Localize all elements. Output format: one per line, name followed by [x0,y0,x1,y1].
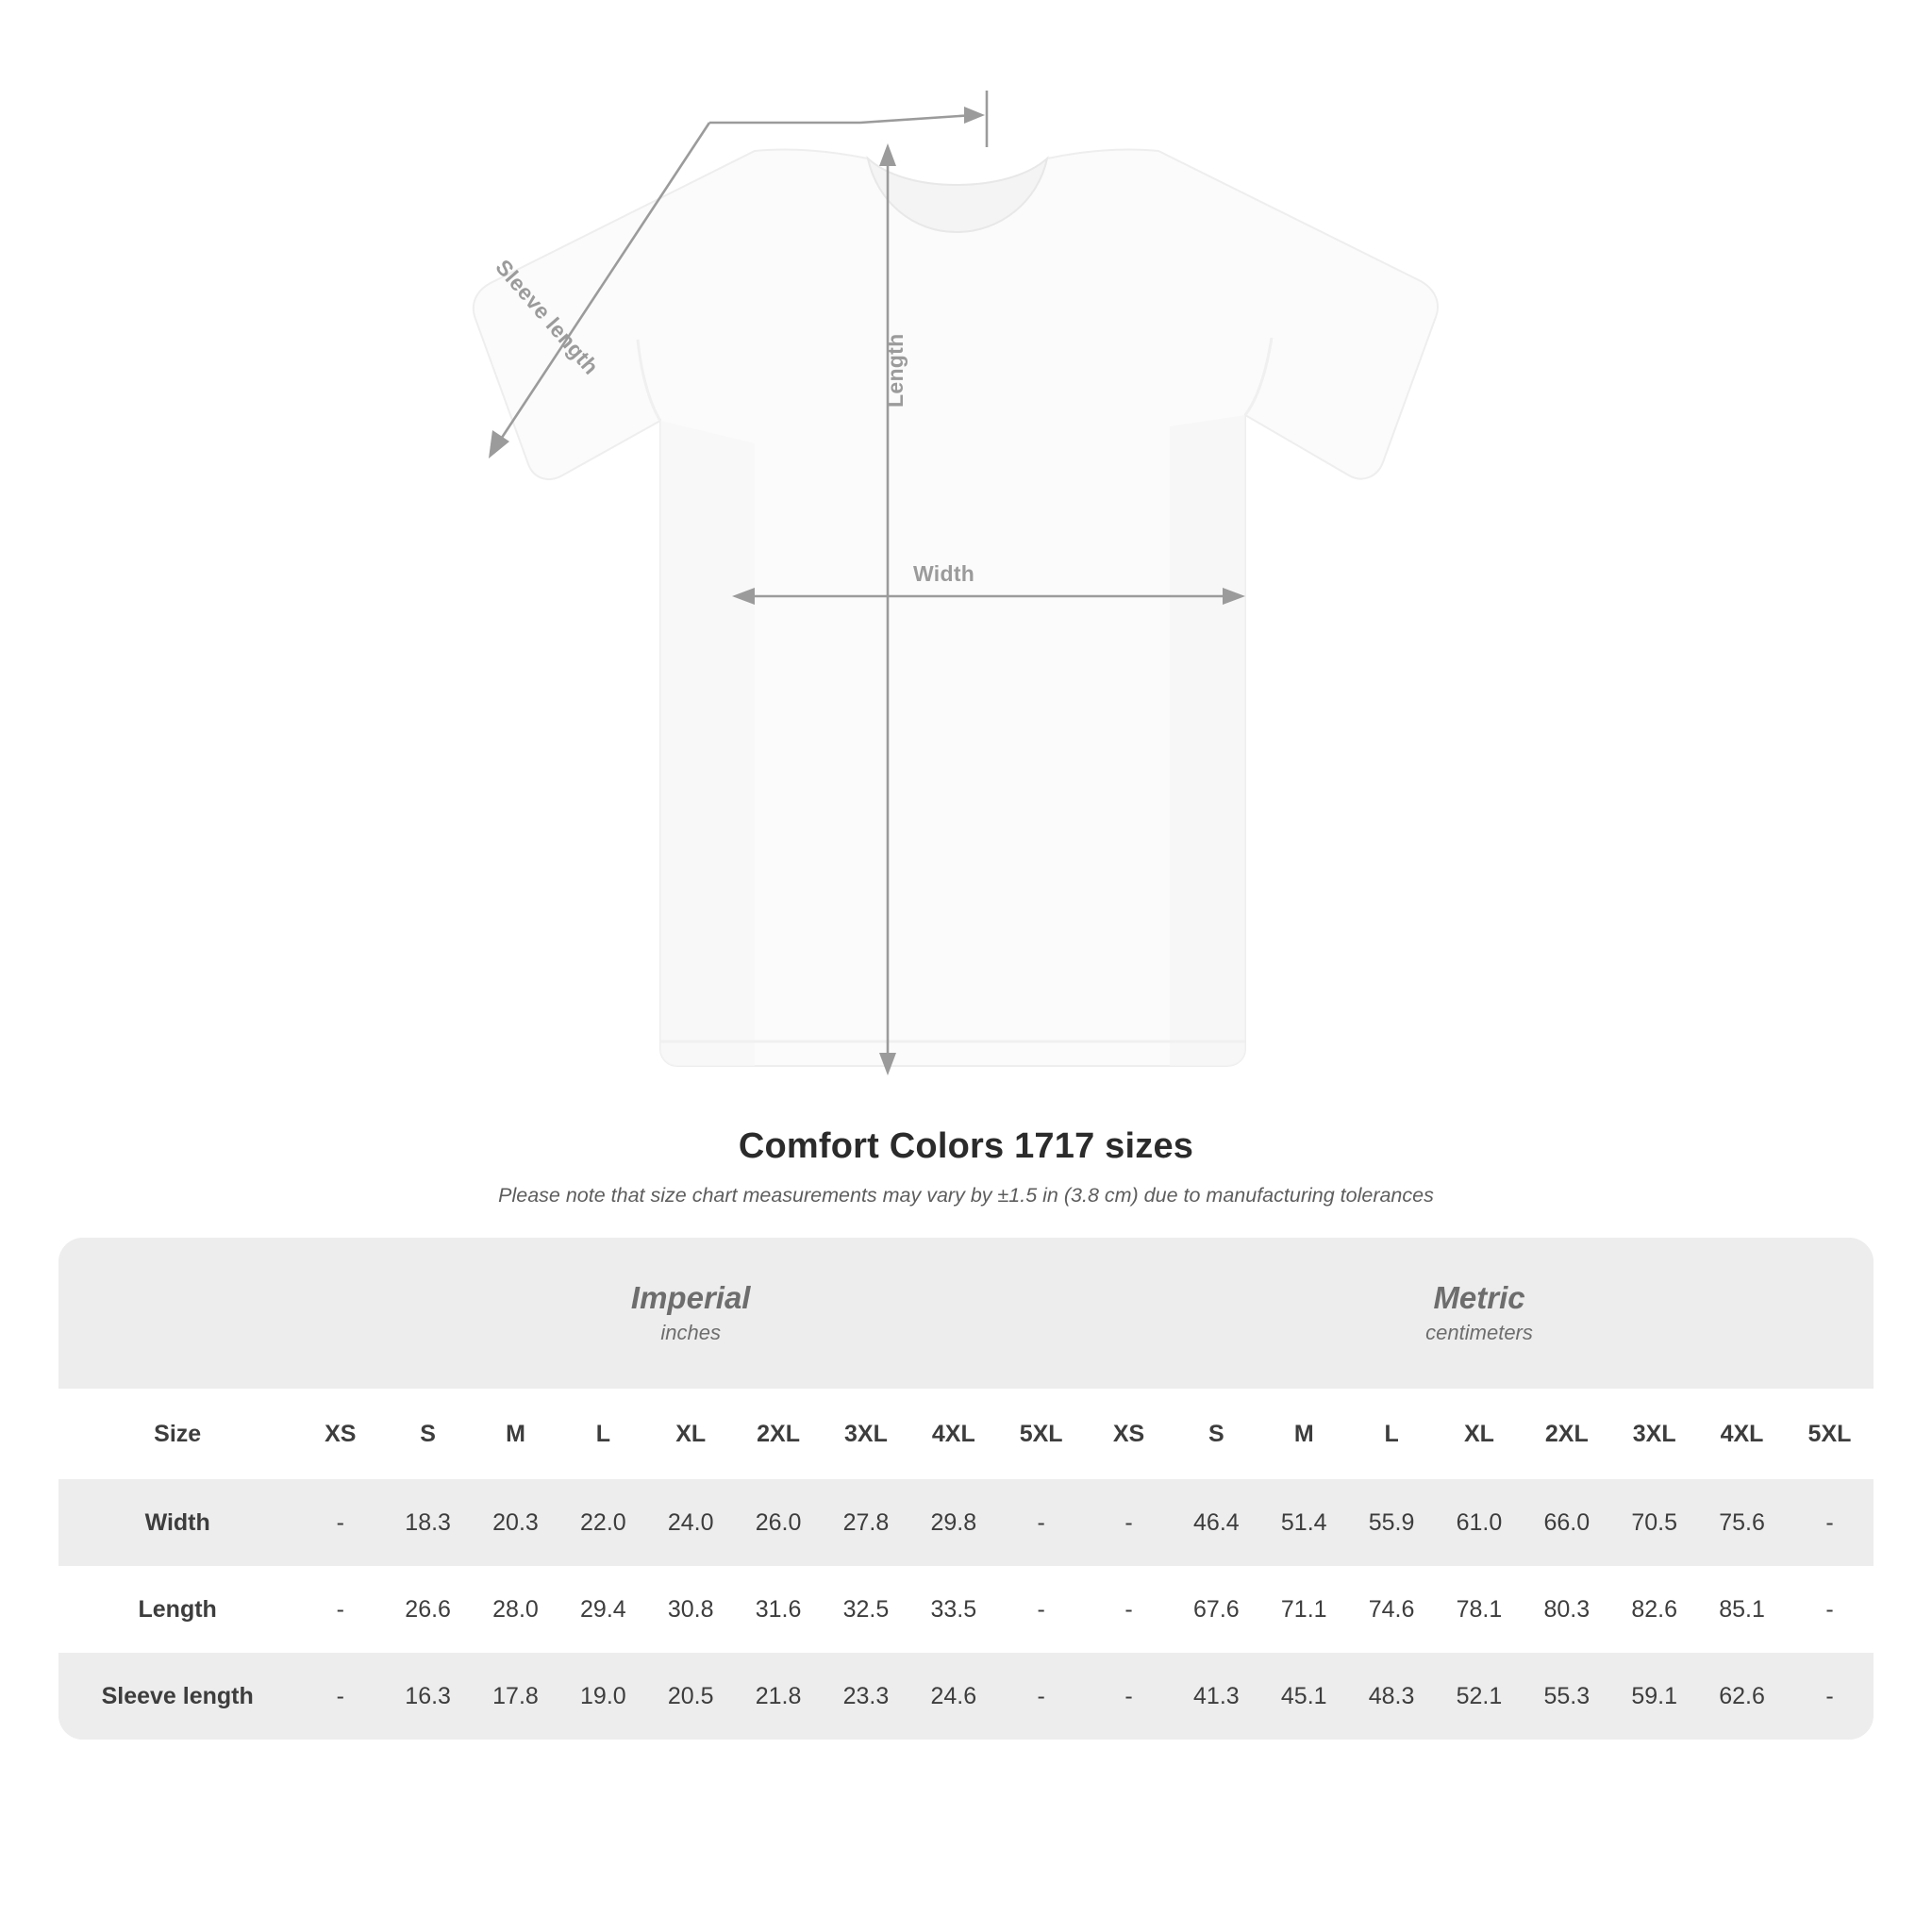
size-header-imperial-xl: XL [647,1389,735,1479]
size-header-metric-l: L [1348,1389,1436,1479]
size-header-metric-xs: XS [1085,1389,1173,1479]
cell-sleeve-metric-3xl: 59.1 [1610,1653,1698,1740]
cell-sleeve-imperial-xl: 20.5 [647,1653,735,1740]
size-header-metric-xl: XL [1436,1389,1524,1479]
cell-sleeve-imperial-4xl: 24.6 [909,1653,997,1740]
unit-name-metric: Metric [1433,1279,1525,1315]
cell-width-imperial-s: 18.3 [384,1479,472,1566]
cell-length-imperial-5xl: - [997,1566,1085,1653]
size-header-metric-3xl: 3XL [1610,1389,1698,1479]
tolerance-note: Please note that size chart measurements may vary by ±1.5 in (3.8 cm) due to manufacturing tolerances [498,1184,1434,1207]
size-header-imperial-xs: XS [296,1389,384,1479]
cell-length-metric-xs: - [1085,1566,1173,1653]
cell-width-imperial-xl: 24.0 [647,1479,735,1566]
size-table [58,1238,1874,1740]
title-block [0,1126,1932,1208]
cell-sleeve-imperial-l: 19.0 [559,1653,647,1740]
cell-length-imperial-2xl: 31.6 [735,1566,823,1653]
cell-sleeve-imperial-2xl: 21.8 [735,1653,823,1740]
row-label-sleeve-length: Sleeve length [58,1653,296,1740]
cell-length-imperial-4xl: 33.5 [909,1566,997,1653]
cell-sleeve-imperial-5xl: - [997,1653,1085,1740]
size-header-metric-2xl: 2XL [1523,1389,1610,1479]
cell-width-imperial-xs: - [296,1479,384,1566]
cell-width-metric-l: 55.9 [1348,1479,1436,1566]
cell-width-imperial-4xl: 29.8 [909,1479,997,1566]
unit-group-imperial [296,1238,1085,1389]
cell-width-metric-s: 46.4 [1173,1479,1260,1566]
table-row [58,1566,1874,1653]
cell-length-metric-4xl: 85.1 [1698,1566,1786,1653]
size-header-row [58,1389,1874,1479]
cell-length-imperial-xl: 30.8 [647,1566,735,1653]
cell-sleeve-metric-s: 41.3 [1173,1653,1260,1740]
sleeve-length-dimension-label: Sleeve length [491,255,604,379]
cell-length-imperial-l: 29.4 [559,1566,647,1653]
size-header-imperial-2xl: 2XL [735,1389,823,1479]
row-label-length: Length [58,1566,296,1653]
size-header-imperial-l: L [559,1389,647,1479]
cell-width-imperial-m: 20.3 [472,1479,559,1566]
cell-sleeve-metric-4xl: 62.6 [1698,1653,1786,1740]
cell-sleeve-metric-5xl: - [1786,1653,1874,1740]
cell-width-imperial-3xl: 27.8 [823,1479,910,1566]
tshirt-shape [474,149,1438,1066]
unit-header-row [58,1238,1874,1389]
cell-length-metric-3xl: 82.6 [1610,1566,1698,1653]
cell-width-imperial-5xl: - [997,1479,1085,1566]
cell-length-metric-xl: 78.1 [1436,1566,1524,1653]
cell-length-metric-m: 71.1 [1260,1566,1348,1653]
size-header-imperial-3xl: 3XL [823,1389,910,1479]
cell-width-metric-4xl: 75.6 [1698,1479,1786,1566]
size-header-metric-m: M [1260,1389,1348,1479]
cell-width-metric-xl: 61.0 [1436,1479,1524,1566]
cell-sleeve-metric-l: 48.3 [1348,1653,1436,1740]
cell-length-metric-2xl: 80.3 [1523,1566,1610,1653]
cell-length-metric-s: 67.6 [1173,1566,1260,1653]
size-header-imperial-s: S [384,1389,472,1479]
cell-length-imperial-m: 28.0 [472,1566,559,1653]
size-table-container [58,1238,1874,1740]
page-title: Comfort Colors 1717 sizes [738,1126,1194,1166]
cell-sleeve-metric-2xl: 55.3 [1523,1653,1610,1740]
row-label-width: Width [58,1479,296,1566]
table-row [58,1479,1874,1566]
size-header-label: Size [58,1389,296,1479]
unit-header-spacer [58,1238,296,1389]
table-row [58,1653,1874,1740]
unit-sub-metric: centimeters [1425,1321,1533,1345]
cell-length-imperial-3xl: 32.5 [823,1566,910,1653]
cell-width-metric-5xl: - [1786,1479,1874,1566]
size-header-metric-5xl: 5XL [1786,1389,1874,1479]
cell-width-metric-2xl: 66.0 [1523,1479,1610,1566]
cell-width-metric-xs: - [1085,1479,1173,1566]
cell-width-imperial-l: 22.0 [559,1479,647,1566]
cell-sleeve-imperial-s: 16.3 [384,1653,472,1740]
cell-sleeve-imperial-3xl: 23.3 [823,1653,910,1740]
size-header-imperial-4xl: 4XL [909,1389,997,1479]
cell-length-metric-l: 74.6 [1348,1566,1436,1653]
cell-width-imperial-2xl: 26.0 [735,1479,823,1566]
cell-sleeve-metric-m: 45.1 [1260,1653,1348,1740]
cell-width-metric-3xl: 70.5 [1610,1479,1698,1566]
size-header-metric-s: S [1173,1389,1260,1479]
cell-sleeve-imperial-m: 17.8 [472,1653,559,1740]
size-header-imperial-5xl: 5XL [997,1389,1085,1479]
size-header-imperial-m: M [472,1389,559,1479]
cell-length-imperial-s: 26.6 [384,1566,472,1653]
cell-length-imperial-xs: - [296,1566,384,1653]
cell-length-metric-5xl: - [1786,1566,1874,1653]
unit-sub-imperial: inches [660,1321,721,1345]
cell-sleeve-metric-xs: - [1085,1653,1173,1740]
length-dimension-label: Length [883,333,908,408]
cell-sleeve-metric-xl: 52.1 [1436,1653,1524,1740]
cell-sleeve-imperial-xs: - [296,1653,384,1740]
size-header-metric-4xl: 4XL [1698,1389,1786,1479]
unit-name-imperial: Imperial [630,1279,751,1315]
cell-width-metric-m: 51.4 [1260,1479,1348,1566]
unit-group-metric [1085,1238,1874,1389]
width-dimension-label: Width [913,561,975,586]
